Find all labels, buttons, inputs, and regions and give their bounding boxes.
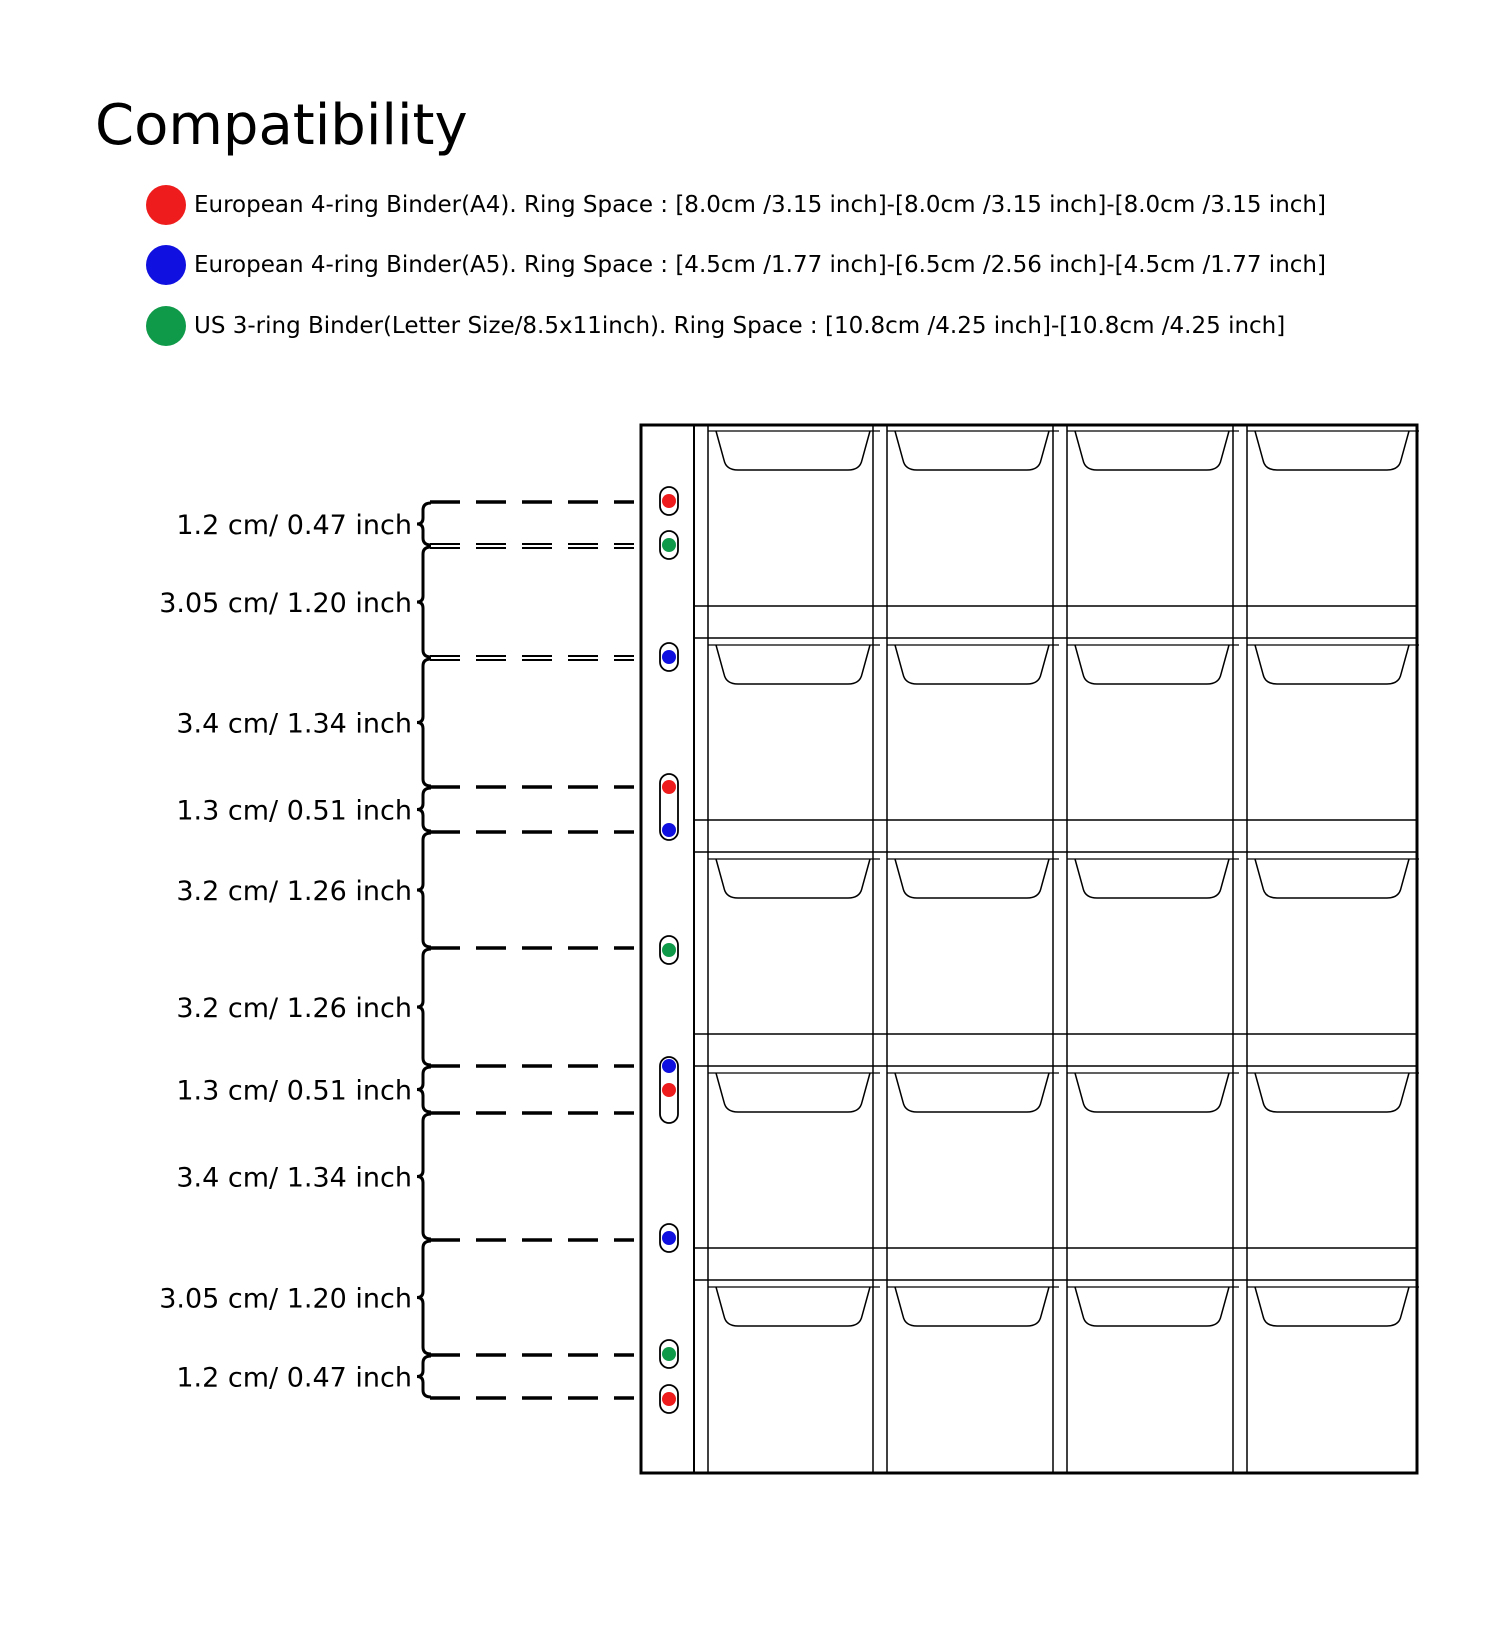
dimension-brace [417, 1356, 431, 1397]
coin-sheet [641, 425, 1419, 1473]
blue-hole-icon [662, 650, 676, 664]
dimension-label: 3.2 cm/ 1.26 inch [176, 993, 412, 1024]
red-hole-icon [662, 1392, 676, 1406]
blue-hole-icon [662, 1231, 676, 1245]
green-hole-icon [662, 1347, 676, 1361]
red-hole-icon [662, 494, 676, 508]
dimension-label: 1.2 cm/ 0.47 inch [176, 1362, 412, 1394]
dimension-brace [417, 949, 431, 1065]
dimension-label: 3.05 cm/ 1.20 inch [159, 1283, 412, 1315]
page-title: Compatibility [95, 93, 468, 158]
dimension-brace [417, 1067, 431, 1112]
dimension-label: 3.4 cm/ 1.34 inch [176, 708, 412, 740]
dimension-brace [417, 503, 431, 545]
red-hole-icon [662, 1083, 676, 1097]
dimension-brace [417, 659, 431, 786]
green-hole-icon [662, 943, 676, 957]
dimension-label: 3.4 cm/ 1.34 inch [176, 1162, 412, 1194]
legend-text-a4: European 4-ring Binder(A4). Ring Space : [8.0cm /3.15 inch]-[8.0cm /3.15 inch]-[8.0cm /3.15 inch] [194, 192, 1326, 218]
dimension-label: 1.2 cm/ 0.47 inch [176, 510, 412, 541]
dimension-brace [417, 1114, 431, 1239]
sheet-outline [641, 425, 1417, 1473]
dimension-brace [417, 1241, 431, 1354]
dimension-markers [159, 502, 634, 1398]
legend-text-a5: European 4-ring Binder(A5). Ring Space : [4.5cm /1.77 inch]-[6.5cm /2.56 inch]-[4.5cm /1.77 inch] [194, 252, 1326, 278]
dimension-brace [417, 547, 431, 657]
blue-hole-icon [662, 823, 676, 837]
red-hole-icon [662, 780, 676, 794]
dimension-label: 3.2 cm/ 1.26 inch [176, 876, 412, 907]
dimension-label: 3.05 cm/ 1.20 inch [159, 588, 412, 619]
green-hole-icon [662, 538, 676, 552]
dimension-brace [417, 788, 431, 831]
dimension-label: 1.3 cm/ 0.51 inch [176, 795, 412, 827]
dimension-brace [417, 833, 431, 947]
dimension-label: 1.3 cm/ 0.51 inch [176, 1075, 412, 1107]
legend-text-us: US 3-ring Binder(Letter Size/8.5x11inch). Ring Space : [10.8cm /4.25 inch]-[10.8cm /4.25 inch] [194, 313, 1286, 339]
blue-hole-icon [662, 1059, 676, 1073]
